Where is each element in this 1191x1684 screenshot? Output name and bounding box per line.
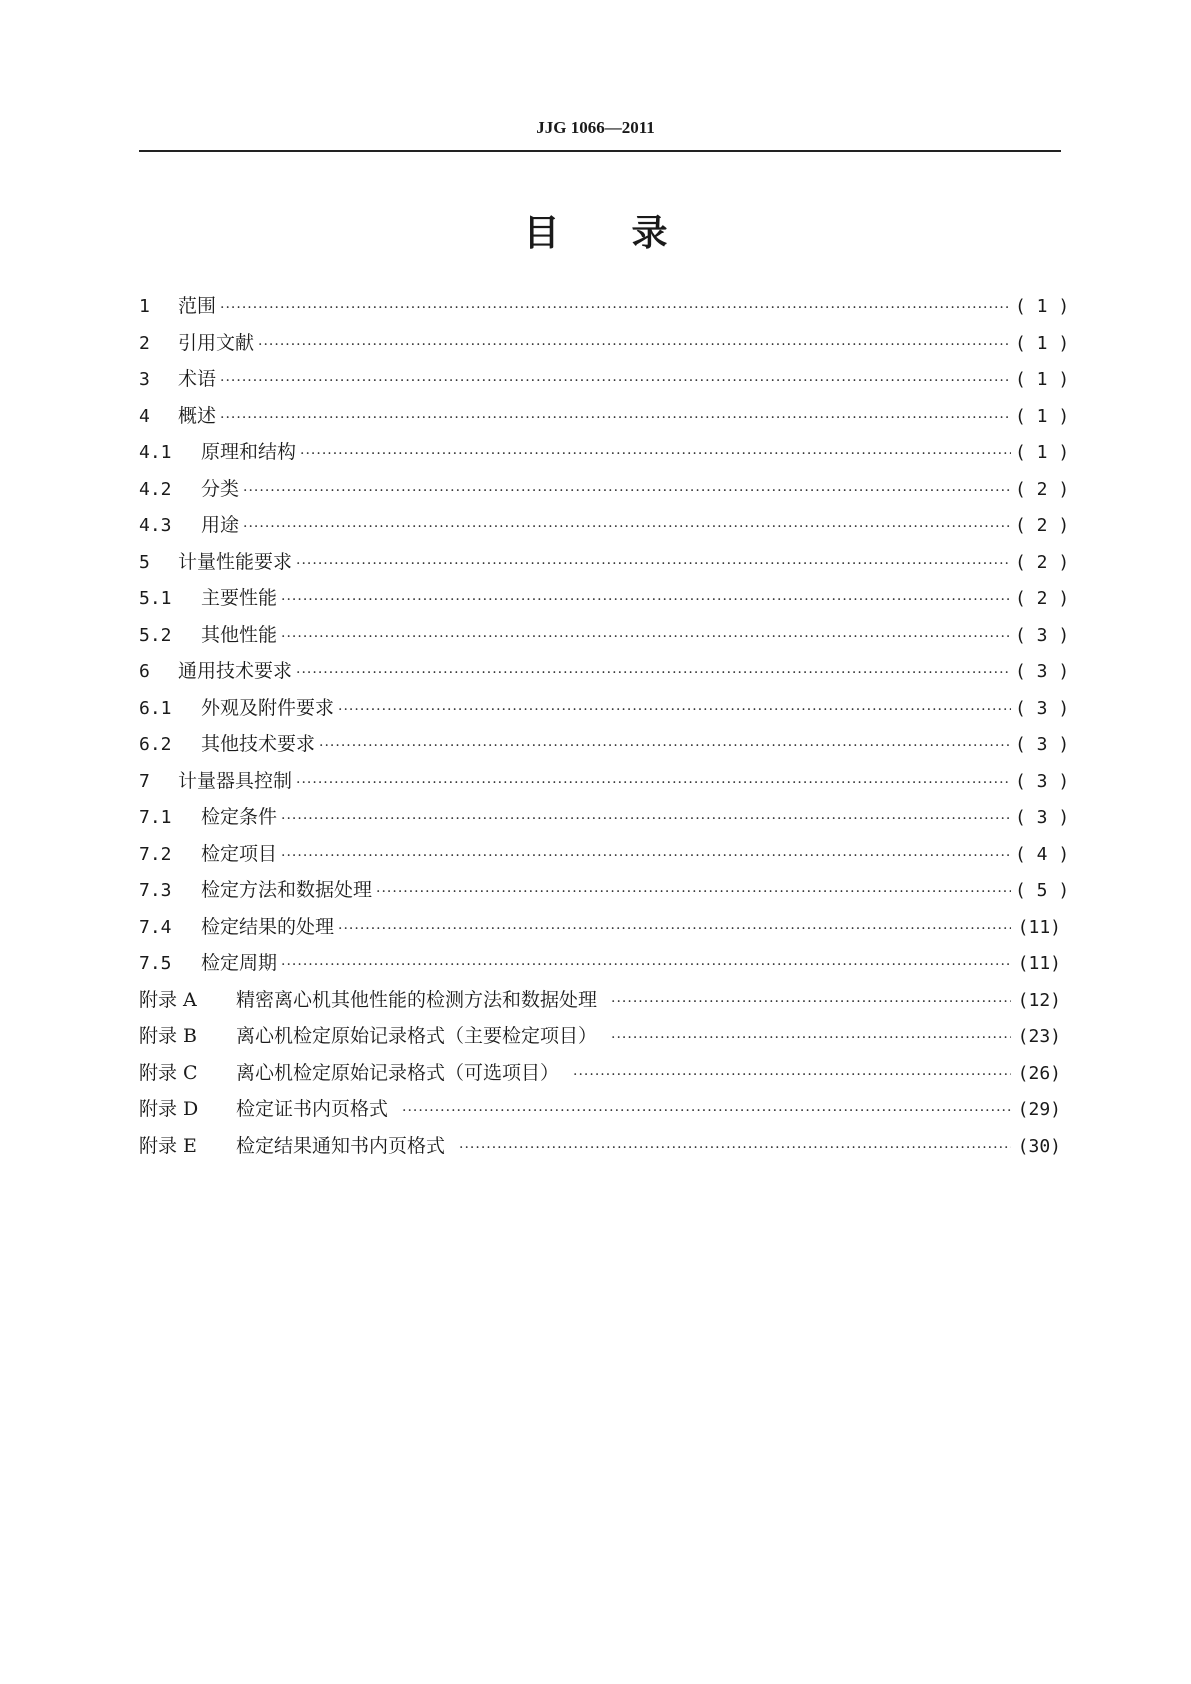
toc-entry-page: ( 2 ) bbox=[1015, 588, 1070, 609]
table-of-contents bbox=[139, 291, 1070, 1167]
page-header-standard-code: JJG 1066—2011 bbox=[536, 118, 655, 137]
page-title: 目录 bbox=[523, 213, 740, 254]
toc-entry-number: 附录 D bbox=[139, 1098, 199, 1120]
toc-entry[interactable] bbox=[139, 583, 1070, 620]
dot-leader bbox=[376, 884, 1011, 900]
toc-entry-number: 5.2 bbox=[139, 624, 172, 646]
toc-entry-title: 分类 bbox=[201, 477, 240, 500]
toc-entry[interactable] bbox=[139, 474, 1070, 511]
toc-entry-title: 概述 bbox=[178, 404, 217, 427]
toc-entry-number: 5 bbox=[139, 551, 150, 573]
dot-leader bbox=[611, 1030, 1011, 1046]
toc-entry[interactable] bbox=[139, 328, 1070, 365]
toc-entry[interactable] bbox=[139, 912, 1061, 949]
toc-entry-number: 7.5 bbox=[139, 953, 172, 974]
toc-entry-page: ( 1 ) bbox=[1015, 442, 1070, 463]
header-rule bbox=[139, 150, 1061, 152]
toc-entry[interactable] bbox=[139, 510, 1070, 547]
toc-entry-number: 1 bbox=[139, 296, 150, 317]
toc-entry[interactable] bbox=[139, 729, 1070, 766]
toc-entry-page: (11) bbox=[1017, 916, 1061, 938]
dot-leader bbox=[281, 811, 1011, 827]
toc-entry[interactable] bbox=[139, 656, 1070, 693]
toc-entry-number: 7 bbox=[139, 770, 150, 792]
dot-leader bbox=[220, 410, 1011, 426]
toc-entry-number: 7.1 bbox=[139, 807, 172, 828]
dot-leader bbox=[281, 848, 1011, 864]
toc-entry-number: 7.4 bbox=[139, 916, 172, 938]
toc-entry[interactable] bbox=[139, 364, 1070, 401]
toc-entry-title: 计量器具控制 bbox=[178, 769, 293, 792]
toc-entry-title: 其他技术要求 bbox=[201, 733, 316, 755]
toc-entry[interactable] bbox=[139, 985, 1061, 1022]
toc-entry-title: 原理和结构 bbox=[201, 441, 297, 463]
dot-leader bbox=[281, 957, 1011, 973]
dot-leader bbox=[338, 921, 1011, 937]
toc-entry-title: 检定方法和数据处理 bbox=[201, 879, 373, 901]
toc-entry-page: ( 5 ) bbox=[1015, 880, 1070, 901]
toc-entry-title: 离心机检定原始记录格式（主要检定项目） bbox=[236, 1025, 598, 1047]
toc-entry-number: 7.2 bbox=[139, 843, 172, 865]
toc-entry-title: 精密离心机其他性能的检测方法和数据处理 bbox=[236, 988, 598, 1011]
toc-entry[interactable] bbox=[139, 948, 1061, 985]
toc-entry[interactable] bbox=[139, 437, 1070, 474]
toc-entry[interactable] bbox=[139, 1021, 1061, 1058]
dot-leader bbox=[611, 994, 1011, 1010]
toc-entry-title: 计量性能要求 bbox=[178, 550, 293, 573]
toc-entry-number: 附录 A bbox=[139, 988, 197, 1011]
toc-entry-title: 通用技术要求 bbox=[178, 660, 293, 682]
toc-entry-page: ( 3 ) bbox=[1015, 661, 1070, 682]
toc-entry-page: ( 3 ) bbox=[1015, 807, 1070, 828]
toc-entry-title: 引用文献 bbox=[178, 331, 255, 354]
dot-leader bbox=[296, 556, 1011, 572]
toc-entry-page: (12) bbox=[1017, 989, 1061, 1011]
dot-leader bbox=[402, 1103, 1011, 1119]
toc-entry-page: ( 1 ) bbox=[1015, 332, 1070, 354]
toc-entry[interactable] bbox=[139, 620, 1070, 657]
toc-entry-title: 检定项目 bbox=[201, 842, 278, 865]
toc-entry[interactable] bbox=[139, 1058, 1061, 1095]
toc-entry-title: 检定条件 bbox=[201, 806, 278, 828]
toc-entry-page: ( 1 ) bbox=[1015, 405, 1070, 427]
toc-entry-number: 4.1 bbox=[139, 442, 172, 463]
toc-entry-number: 6.2 bbox=[139, 734, 172, 755]
toc-entry[interactable] bbox=[139, 1094, 1061, 1131]
dot-leader bbox=[220, 300, 1011, 316]
toc-entry-number: 4 bbox=[139, 405, 150, 427]
toc-entry-page: (26) bbox=[1017, 1062, 1061, 1084]
toc-entry[interactable] bbox=[139, 1131, 1061, 1168]
toc-entry-page: ( 4 ) bbox=[1015, 843, 1070, 865]
toc-entry-title: 检定结果通知书内页格式 bbox=[236, 1134, 446, 1157]
toc-entry-number: 4.3 bbox=[139, 515, 172, 536]
toc-entry-number: 附录 E bbox=[139, 1134, 197, 1157]
toc-entry-title: 检定证书内页格式 bbox=[236, 1098, 389, 1120]
toc-entry-title: 主要性能 bbox=[201, 587, 278, 609]
toc-entry[interactable] bbox=[139, 547, 1070, 584]
toc-entry-number: 4.2 bbox=[139, 478, 172, 500]
toc-entry-number: 2 bbox=[139, 332, 150, 354]
toc-entry-number: 7.3 bbox=[139, 880, 172, 901]
toc-entry-page: (29) bbox=[1017, 1099, 1061, 1120]
dot-leader bbox=[258, 337, 1011, 353]
toc-entry-title: 离心机检定原始记录格式（可选项目） bbox=[236, 1061, 560, 1084]
toc-entry-number: 附录 B bbox=[139, 1025, 198, 1047]
toc-entry[interactable] bbox=[139, 766, 1070, 803]
toc-entry-title: 范围 bbox=[178, 295, 217, 317]
dot-leader bbox=[296, 665, 1011, 681]
toc-entry[interactable] bbox=[139, 839, 1070, 876]
dot-leader bbox=[220, 373, 1011, 389]
toc-entry[interactable] bbox=[139, 291, 1070, 328]
dot-leader bbox=[243, 483, 1011, 499]
toc-entry-number: 6 bbox=[139, 661, 150, 682]
toc-entry-page: ( 3 ) bbox=[1015, 734, 1070, 755]
toc-entry-page: ( 3 ) bbox=[1015, 697, 1070, 719]
dot-leader bbox=[338, 702, 1011, 718]
toc-entry-title: 外观及附件要求 bbox=[201, 696, 335, 719]
toc-entry-number: 5.1 bbox=[139, 588, 172, 609]
toc-entry[interactable] bbox=[139, 802, 1070, 839]
toc-entry-page: ( 1 ) bbox=[1015, 296, 1070, 317]
toc-entry-number: 3 bbox=[139, 369, 150, 390]
toc-entry[interactable] bbox=[139, 401, 1070, 438]
toc-entry-title: 检定周期 bbox=[201, 952, 278, 974]
toc-entry-page: (11) bbox=[1017, 953, 1061, 974]
dot-leader bbox=[300, 446, 1011, 462]
toc-entry[interactable] bbox=[139, 875, 1070, 912]
toc-entry-page: ( 1 ) bbox=[1015, 369, 1070, 390]
dot-leader bbox=[281, 629, 1011, 645]
toc-entry-page: ( 3 ) bbox=[1015, 770, 1070, 792]
dot-leader bbox=[281, 592, 1011, 608]
dot-leader bbox=[243, 519, 1011, 535]
toc-entry-page: (30) bbox=[1017, 1135, 1061, 1157]
toc-entry-title: 用途 bbox=[201, 514, 240, 536]
toc-entry-title: 其他性能 bbox=[201, 623, 278, 646]
dot-leader bbox=[459, 1140, 1011, 1156]
dot-leader bbox=[319, 738, 1011, 754]
toc-entry-number: 附录 C bbox=[139, 1061, 198, 1084]
toc-entry-page: ( 2 ) bbox=[1015, 515, 1070, 536]
toc-entry-page: ( 3 ) bbox=[1015, 624, 1070, 646]
toc-entry-page: ( 2 ) bbox=[1015, 551, 1070, 573]
dot-leader bbox=[296, 775, 1011, 791]
dot-leader bbox=[573, 1067, 1011, 1083]
toc-entry-page: (23) bbox=[1017, 1026, 1061, 1047]
toc-entry[interactable] bbox=[139, 693, 1070, 730]
toc-entry-page: ( 2 ) bbox=[1015, 478, 1070, 500]
toc-entry-title: 术语 bbox=[178, 368, 217, 390]
toc-entry-title: 检定结果的处理 bbox=[201, 915, 335, 938]
toc-entry-number: 6.1 bbox=[139, 697, 172, 719]
